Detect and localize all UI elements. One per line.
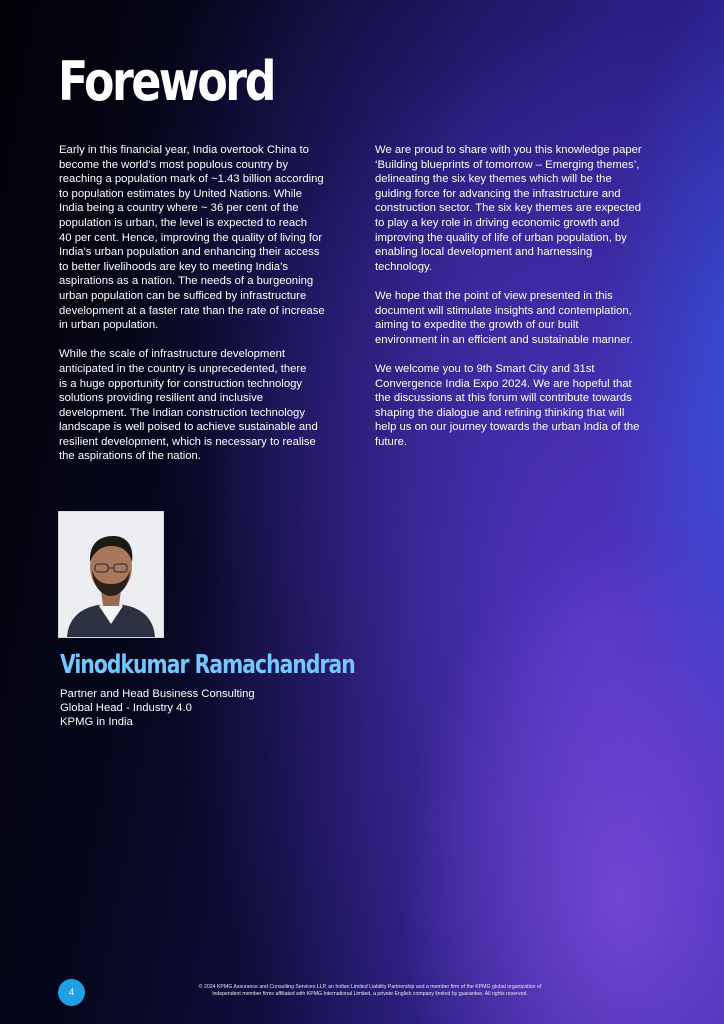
body-paragraph: Early in this financial year, India overtook China to become the world’s most populous country by reaching a population mark of ~1.43 billion according to population estimates by United Nations. While India being a country where ~ 36 per cent of the population is urban, the level is expected to reach 40 per cent. Hence, improving the quality of living for India’s urban population and enhancing their access to better livelihoods are key to meeting India’s aspirations as a nation. The needs of a burgeoning urban population can be sufficed by infrastructure development at a faster rate than the rate of increase in urban population. — [59, 144, 325, 332]
body-paragraph: We welcome you to 9th Smart City and 31st Convergence India Expo 2024. We are hopeful that the discussions at this forum will contribute towards shaping the dialogue and refining thinking that will help us on our journey towards the urban India of the future. — [375, 362, 640, 448]
signatory-name: Vinodkumar Ramachandran — [60, 650, 355, 680]
signatory-portrait — [58, 511, 164, 638]
body-paragraph: We hope that the point of view presented in this document will stimulate insights and contemplation, aiming to expedite the growth of our built environment in an efficient and sustainable manner. — [375, 289, 633, 346]
left-column — [59, 143, 351, 479]
page-title: Foreword — [58, 50, 274, 113]
signatory-role: Partner and Head Business Consulting — [60, 688, 255, 700]
body-paragraph: We are proud to share with you this knowledge paper ‘Building blueprints of tomorrow – Emerging themes’, delineating the six key themes which will be the guiding force for advancing the infrastructure and construction sector. The six key themes are expected to play a key role in driving economic growth and improving the quality of life of urban population, by enabling local development and harnessing technology. — [375, 144, 642, 273]
signatory-roles — [60, 687, 255, 730]
body-paragraph: While the scale of infrastructure development anticipated in the country is unprecedented, there is a huge opportunity for construction technology solutions providing resilient and inclusive development. The Indian construction technology landscape is well poised to achieve sustainable and resilient development, which is necessary to realise the aspirations of the nation. — [59, 348, 318, 463]
copyright-footer: © 2024 KPMG Assurance and Consulting Services LLP, an Indian Limited Liability Partnership and a member firm of the KPMG global organization of independent member firms affiliated with KPMG International Limited, a private English company limited by guarantee. All rights reserved. — [198, 984, 542, 997]
signatory-role: Global Head - Industry 4.0 — [60, 702, 192, 715]
portrait-illustration — [59, 512, 163, 637]
signatory-organization: KPMG in India — [60, 716, 133, 729]
right-column — [375, 143, 667, 464]
page-number-badge: 4 — [58, 979, 85, 1006]
